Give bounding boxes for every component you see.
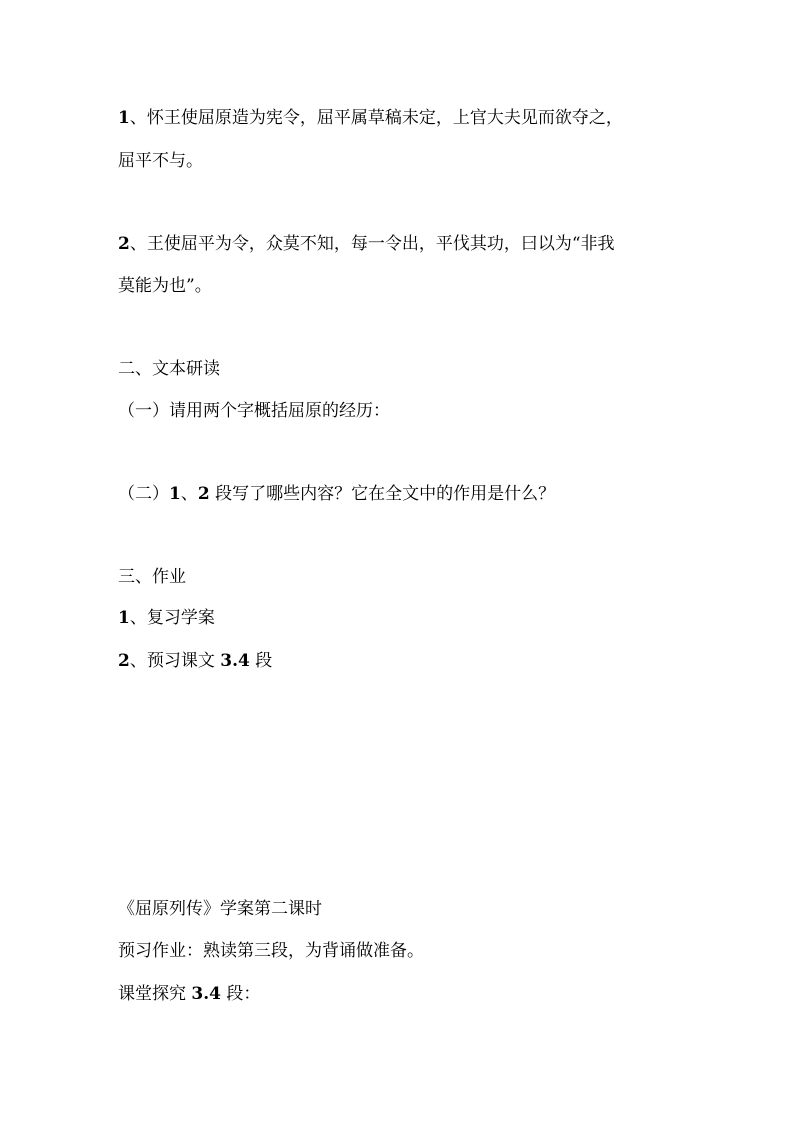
rereading-item-2-line-2: 莫能为也”。 [118, 276, 212, 296]
lesson-title: 《屈原列传》学案第二课时 [118, 899, 322, 919]
rereading-item-1-line-2: 屈平不与。 [118, 151, 203, 171]
exploration-prefix: 课堂探究 [118, 984, 192, 1004]
item-tail: 段 [249, 651, 273, 671]
paragraph-number: 2 [197, 484, 210, 504]
item-number: 1 [118, 608, 130, 628]
rereading-item-2-line-1 [118, 233, 615, 255]
separator: 、 [180, 484, 198, 504]
item-text: 、王使屈平为令，众莫不知，每一令出，平伐其功，曰以为“非我 [129, 234, 615, 254]
item-number: 1 [118, 108, 130, 128]
question-text: 段写了哪些内容？它在全文中的作用是什么？ [209, 484, 556, 504]
paragraph-number: 1 [169, 484, 181, 504]
section-heading-text-study: 二、文本研读 [118, 359, 220, 379]
item-text: 、复习学案 [129, 608, 215, 628]
homework-item-2 [118, 650, 272, 672]
question-1: （一）请用两个字概括屈原的经历： [118, 401, 390, 421]
item-number: 2 [118, 234, 130, 254]
exploration-suffix: 段： [220, 984, 261, 1004]
section-heading-homework: 三、作业 [118, 567, 186, 587]
paragraph-number: 3.4 [220, 651, 250, 671]
rereading-item-1-line-1 [118, 107, 623, 129]
preview-homework: 预习作业：熟读第三段，为背诵做准备。 [118, 941, 424, 961]
paragraph-number: 3.4 [191, 984, 221, 1004]
homework-item-1 [118, 607, 215, 629]
classroom-exploration [118, 983, 260, 1005]
question-prefix: （二） [118, 484, 169, 504]
item-number: 2 [118, 651, 130, 671]
item-text: 、怀王使屈原造为宪令，屈平属草稿未定，上官大夫见而欲夺之， [129, 108, 623, 128]
question-2 [118, 483, 555, 505]
item-text: 、预习课文 [129, 651, 221, 671]
